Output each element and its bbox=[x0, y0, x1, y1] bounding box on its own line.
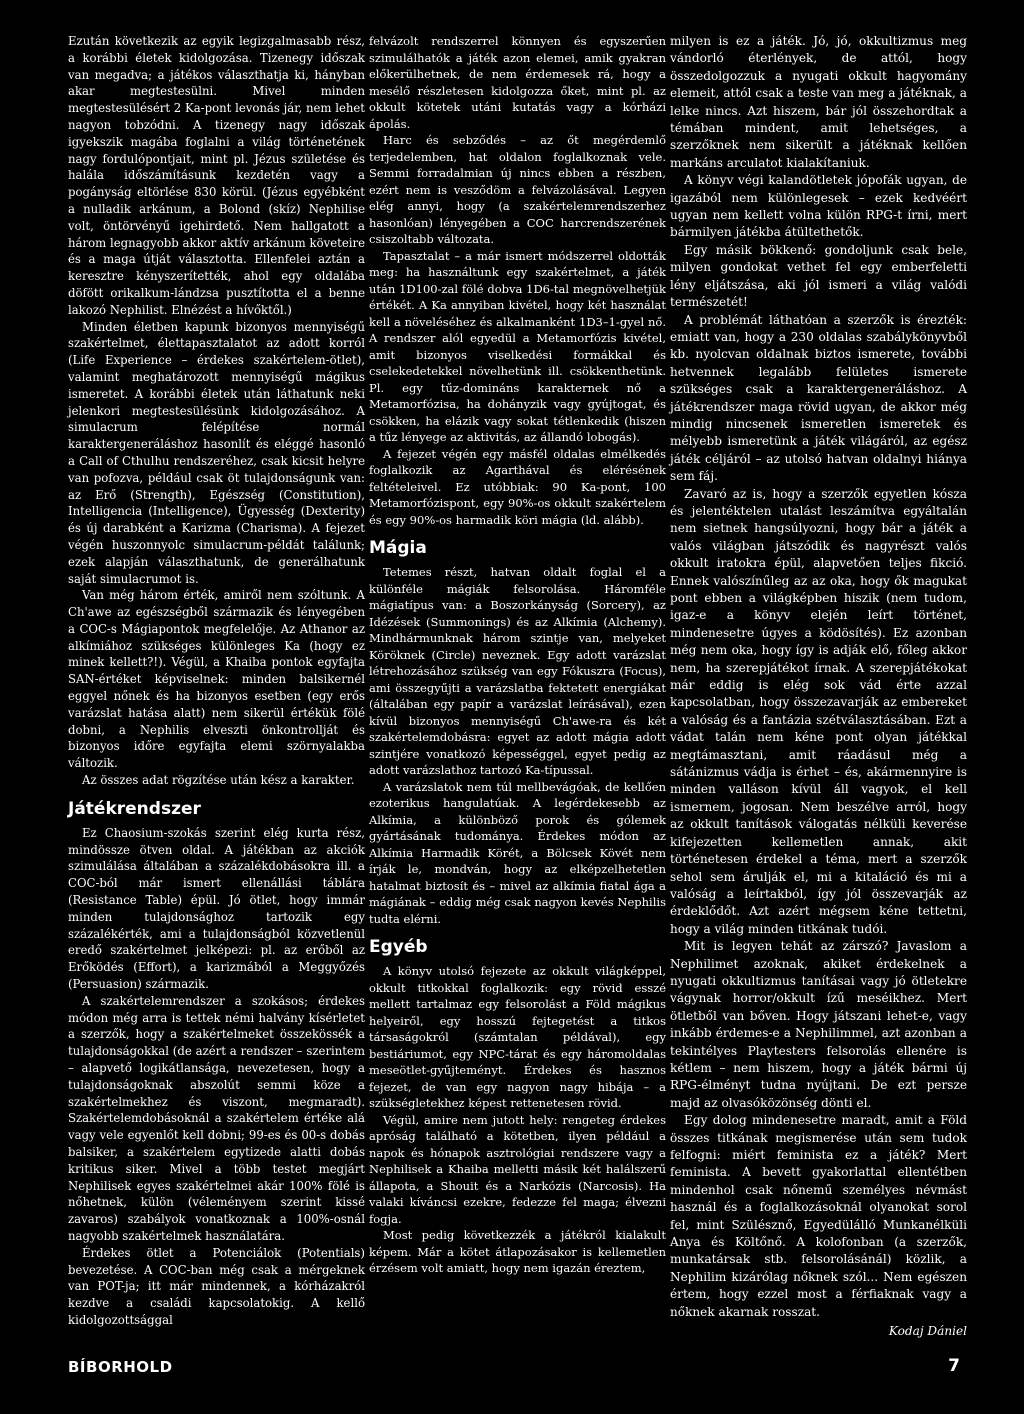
section-heading: Játékrendszer bbox=[68, 798, 201, 819]
paragraph: Végül, amire nem jutott hely: rengeteg érdekes apróság található a kötetben, ilyen például a napok és hónapok asztrológiai rendszere vagy a Nephilisek a Khaiba melletti másik két halálszerű állapota, a Shouit és a Narkózis (Narcosis). Ha valaki kíváncsi ezekre, fedezze fel maga; élvezni fogja. bbox=[369, 1112, 666, 1226]
paragraph: A szakértelemrendszer a szokásos; érdekes módon még arra is tettek némi halvány kísérletet a szerzők, hogy a szakértelmeket összekössék a tulajdonságokkal (de azért a rendszer – szerintem – alapvető logikátlansága, nevezetesen, hogy a tulajdonságoknak abszolút semmi köze a szakértelmekhez és viszont, megmaradt). Szakértelemdobásoknál a szakértelem értéke alá vagy vele egyenlőt kell dobni; 99-es és 00-s dobás balsiker, a szakértelem egytizede alatti dobás kritikus siker. Mivel a több testet megjárt Nephilisek egyes szakértelmei akár 100% fölé is nőhetnek, külön (véleményem szerint kissé zavaros) szabályok vonatkoznak a 100%-osnál nagyobb szakértelmek használatára. bbox=[68, 993, 365, 1243]
paragraph: milyen is ez a játék. Jó, jó, okkultizmus meg vándorló éterlények, de attól, hogy összedolgozzuk a nyugati okkult hagyomány elemeit, attól csak a teste van meg a játéknak, a lelke nincs. Azt hiszem, bár jól összehordtak a témában mindent, amit lehetséges, a szerzőknek nem sikerült a játéknak kellően markáns arculatot kialakítaniuk. bbox=[670, 34, 967, 170]
text-column-3 bbox=[670, 33, 967, 1340]
paragraph: Tapasztalat – a már ismert módszerrel oldották meg: ha használtunk egy szakértelmet, a játék után 1D100-zal fölé dobva 1D6-tal megnövelhetjük értékét. A Ka annyiban kivétel, hogy két használat kell a növeléséhez és alkalmanként 1D3–1-gyel nő. A rendszer alól egyedül a Metamorfózis kivétel, amit bizonyos viselkedési formákkal és cselekedetekkel növelhetünk ill. csökkenthetünk. Pl. egy tűz-domináns karakternek nő a Metamorfózisa, ha dohányzik vagy gyújtogat, és csökken, ha elázik vagy sokat tétlenkedik (hiszen a tűz lényege az aktivitás, az állandó lobogás). bbox=[369, 248, 666, 444]
paragraph: A varázslatok nem túl mellbevágóak, de kellően ezoterikus hangulatúak. A legérdekesebb az Alkímia, a különböző porok és gólemek gyártásának tudománya. Érdekes módon az Alkímia Harmadik Körét, a Bölcsek Kövét nem írják le, mondván, hogy az elképzelhetetlen hatalmat biztosít és – mivel az alkímia fiatal ága a mágiának – eddig még csak nagyon kevés Nephilis tudta elérni. bbox=[369, 779, 666, 926]
paragraph: Mit is legyen tehát az zárszó? Javaslom a Nephilimet azoknak, akiket érdekelnek a nyugati okkultizmus tanításai vagy jó ötletekre vágynak horror/okkult ízű meséikhez. Mert ötletből van bőven. Hogy játszani lehet-e, vagy inkább érdemes-e a Nephilimmel, azt azonban a tekintélyes Playtesters felsorolás ellenére is kétlem – nem hiszem, hogy a játék bármi új RPG-élményt tudna nyújtani. De ezt persze majd az olvasóközönség dönti el. bbox=[670, 939, 967, 1110]
magazine-name: BÍBORHOLD bbox=[68, 1358, 173, 1376]
paragraph: A problémát láthatóan a szerzők is érezték: emiatt van, hogy a 230 oldalas szabálykönyvből kb. nyolcvan oldalnak biztos ismerete, további hetvennek legalább felületes ismerete szükséges csak a karaktergeneráláshoz. A játékrendszer maga rövid ugyan, de akkor még mindig nincsenek ismeretlen ismeretek és mélyebb ismeretünk a játék világáról, az egész játék céljáról – az utolsó hatvan oldalnyi hiánya sem fáj. bbox=[670, 312, 967, 484]
paragraph: Minden életben kapunk bizonyos mennyiségű szakértelmet, élettapasztalatot az adott korról (Life Experience – érdekes szakértelem-ötlet), valamint meghatározott mennyiségű mágikus ismeretet. A korábbi életek után láthatunk neki jelenkori megtestesülésünk kidolgozásához. A simulacrum felépítése normál karaktergeneráláshoz hasonlít és eléggé hasonló a Call of Cthulhu rendszeréhez, csak kicsit helyre van pofozva, például csak öt tulajdonságunk van: az Erő (Strength), Egészség (Constitution), Intelligencia (Intelligence), Ügyesség (Dexterity) és új darabként a Karizma (Charisma). A fejezet végén huszonnyolc simulacrum-példát találunk; ezek alapján választhatunk, de generálhatunk saját simulacrumot is. bbox=[68, 319, 365, 586]
paragraph: Az összes adat rögzítése után kész a karakter. bbox=[82, 773, 355, 788]
paragraph: Ez Chaosium-szokás szerint elég kurta rész, mindössze ötven oldal. A játékban az akciók szimulálása általában a százalékdobásokra ill. a COC-ból már ismert ellenállási táblára (Resistance Table) épül. Jó ötlet, hogy immár minden tulajdonsághoz tartozik egy százalékérték, ami a tulajdonságból közvetlenül eredő szakértelmet jelképezi: pl. az erőből az Erőködés (Effort), a karizmából a Meggyőzés (Persuasion) származik. bbox=[68, 825, 365, 992]
paragraph: felvázolt rendszerrel könnyen és egyszerűen szimulálhatók a játék azon elemei, amik gyakran előkerülhetnek, de nem érdemesek rá, hogy a mesélő részletesen kidolgozza őket, mint pl. az okkult kötetek utáni kutatás vagy a kórházi ápolás. bbox=[369, 34, 666, 131]
paragraph: Tetemes részt, hatvan oldalt foglal el a különféle mágiák felsorolása. Háromféle mágiatípus van: a Boszorkányság (Sorcery), az Idézések (Summonings) és az Alkímia (Alchemy). Mindhármunknak három szintje van, melyeket Köröknek (Circle) neveznek. Egy adott varázslat létrehozásához szükség van egy Fókuszra (Focus), ami összegyűjti a varázslatba fektetett energiákat (általában egy papír a varázslat leírásával), ezen kívül bizonyos mennyiségű Ch'awe-ra és két szakértelemdobásra: egyet az adott mágia adott szintjére vonatkozó képességgel, egyet pedig az adott varázslathoz tartozó Ka-típussal. bbox=[369, 565, 666, 777]
paragraph: A fejezet végén egy másfél oldalas elmélkedés foglalkozik az Agarthával és elérésének feltételeivel. Ez utóbbiak: 90 Ka-pont, 100 Metamorfózispont, egy 90%-os okkult szakértelem és egy 90%-os harmadik köri mágia (ld. alább). bbox=[369, 446, 666, 527]
text-column-1 bbox=[68, 33, 365, 1329]
section-heading: Egyéb bbox=[369, 937, 428, 957]
paragraph: Érdekes ötlet a Potenciálok (Potentials) bevezetése. A COC-ban még csak a mérgeknek van POT-ja; itt már mindennek, a kórházakról kezdve a családi kapcsolatokig. A kellő kidolgozottsággal bbox=[68, 1245, 365, 1327]
page-number: 7 bbox=[948, 1356, 960, 1376]
paragraph: Egy másik bökkenő: gondoljunk csak bele, milyen gondokat vethet fel egy emberfeletti lény eljátszása, aki jól ismeri a világ valódi természetét! bbox=[670, 242, 967, 310]
paragraph: Most pedig következzék a játékról kialakult képem. Már a kötet átlapozásakor is kellemetlen érzésem volt amiatt, hogy nem igazán éreztem, bbox=[369, 1228, 666, 1275]
paragraph: Ezután következik az egyik legizgalmasabb rész, a korábbi életek kidolgozása. Tizenegy időszak van megadva; a játékos választhatja ki, hányban akar megtestesülni. Mivel minden megtestesülésért 2 Ka-pont levonás jár, nem lehet nagyon tobzódni. A tizenegy nagy időszak igyekszik magába foglalni a világ történetének nagy fordulópontjait, mint pl. Jézus születése és halála időszámításunk kezdetén vagy a pogányság eltörlése 830 körül. (Jézus egyébként a nulladik arkánum, a Bolond (skíz) Nephilise volt, öntörvényű igehirdető. Nem hallgatott a három legnagyobb akkor aktív arkánum követeire és a maga útját választotta. Ellenfelei aztán a keresztre kényszerítették, ahol egy oldalába döfött orikalkum-lándzsa pusztította el a benne lakozó Nephilist. Elnézést a hívőktől.) bbox=[68, 34, 365, 317]
paragraph: Van még három érték, amiről nem szóltunk. A Ch'awe az egészségből származik és lényegében a COC-s Mágiapontok megfelelője. Az Athanor az alkímiához szükséges különleges Ka (hogy ez minek kellett?!). Végül, a Khaiba pontok egyfajta SAN-értéket képviselnek: minden balsikernél eggyel nőnek és ha bizonyos esetben (egy erős varázslat hatása alatt) nem sikerül értékük fölé dobni, a Nephilis elveszti önkontrollját és bizonyos időre egyfajta elemi szörnyalakba változik. bbox=[68, 588, 365, 771]
paragraph: A könyv utolsó fejezete az okkult világképpel, okkult titkokkal foglalkozik: egy rövid esszé mellett tartalmaz egy felsorolást a Föld mágikus helyeiről, egy hosszú fejtegetést a titkos társaságokról (számtalan példával), egy bestiáriumot, egy NPC-tárat és egy háromoldalas meseötlet-gyűjteményt. Érdekes és hasznos fejezet, de van egy nagyon nagy hibája – a szükségletekhez képest rettenetesen rövid. bbox=[369, 964, 666, 1110]
paragraph: A könyv végi kalandötletek jópofák ugyan, de igazából nem különlegesek – ezek kedvéért ugyan nem kellett volna külön RPG-t írni, mert bármilyen játékba átültethetők. bbox=[670, 173, 967, 240]
paragraph: Zavaró az is, hogy a szerzők egyetlen kósza és jelentéktelen utalást leszámítva egyáltalán nem sietnek hangsúlyozni, hogy bár a játék a valós világban játszódik és nagyrészt valós okkult iratokra épül, alapvetően teljes fikció. Ennek valószínűleg az az oka, hogy ők magukat pont ebben a világképben hiszik (nem tudom, igaz-e a könyv elején leírt történet, mindenesetre úgyes a ködösítés). Ez azonban még nem oka, hogy így is adják elő, főleg akkor nem, ha szerepjátékot írnak. A szerepjátékokat már eddig is elég sok vád érte azzal kapcsolatban, hogy összezavarják az embereket a valóság és a fantázia szétválasztásában. Ezt a vádat talán nem kéne pont olyan játékkal megtámasztani, amit ráadásul még a sátánizmus vádja is érhet – és, akármennyire is minden valláson kívül áll vagyok, el kell ismernem, jogosan. Nem beszélve arról, hogy az okkult tanítások válogatás nélküli keverése kifejezetten kellemetlen annak, akit történetesen érdekel a téma, mert a szerzők sehol sem árulják el, mi a kitaláció és mi a valóság a leírtakból, így jól összevarják az érdeklődőt. Azt azért mégsem kéne tettetni, hogy a világ minden titkának tudói. bbox=[670, 486, 967, 936]
author-signature: Kodaj Dániel bbox=[888, 1324, 967, 1339]
paragraph: Egy dolog mindenesetre maradt, amit a Föld összes titkának megismerése után sem tudok felfogni: miért feminista ez a játék? Mert feminista. A bevett gyakorlattal ellentétben mindenhol csak nőnemű személyes névmást használ és a foglalkozásoknál olyanokat sorol fel, mint Szülésznő, Egyedülálló Munkanélküli Anya és Költőnő. A kolofonban (a szerzők, munkatársak stb. felsorolásánál) közlik, a Nephilim kizárólag nőknek szól... Nem egészen értem, hogy ezzel most a férfiaknak vagy a nőknek akarnak rosszat. bbox=[670, 1113, 967, 1319]
section-heading: Mágia bbox=[369, 538, 427, 558]
text-column-2 bbox=[369, 33, 666, 1277]
paragraph: Harc és sebződés – az őt megérdemlő terjedelemben, hat oldalon foglalkoznak vele. Semmi forradalmian új nincs ebben a részben, ezért nem is vesződöm a felvázolásával. Legyen elég annyi, hogy (a szakértelemrendszerhez hasonlóan) lényegében a COC harcrendszerének csiszoltabb változata. bbox=[369, 133, 666, 246]
